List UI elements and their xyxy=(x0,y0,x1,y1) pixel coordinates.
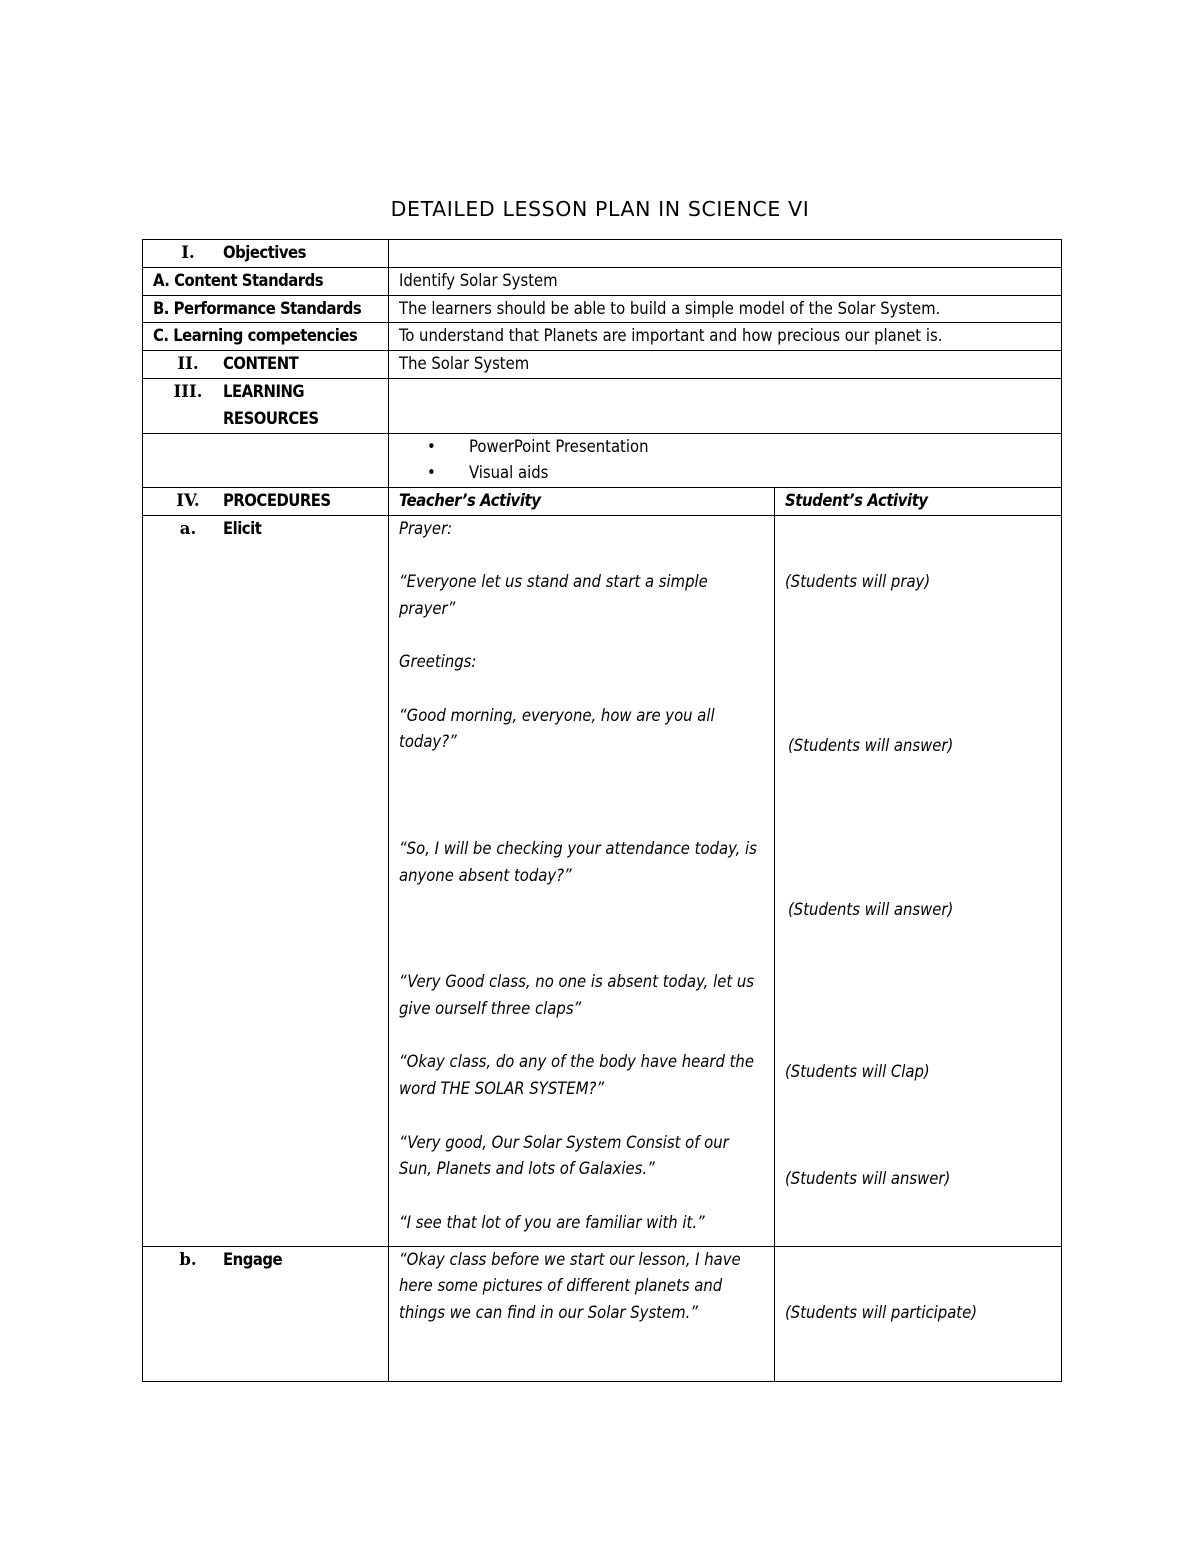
objectives-value-cell xyxy=(389,240,1062,268)
student-line: (Students will pray) xyxy=(785,571,931,591)
resource-item: Visual aids xyxy=(469,463,549,483)
learning-competencies-label: C. Learning competencies xyxy=(143,323,389,351)
row-resources-list xyxy=(143,433,1062,487)
row-engage xyxy=(143,1246,1062,1381)
learning-resources-label-cell xyxy=(143,379,389,433)
page-title: DETAILED LESSON PLAN IN SCIENCE VI xyxy=(390,197,810,221)
teacher-line: “Good morning, everyone, how are you all today?” xyxy=(399,705,715,752)
resources-list xyxy=(399,434,1051,487)
list-item xyxy=(427,434,1051,461)
objectives-label: Objectives xyxy=(223,243,306,262)
learning-resources-label-line2: RESOURCES xyxy=(223,408,319,428)
learning-resources-label xyxy=(223,379,319,432)
engage-letter: b. xyxy=(179,1249,197,1269)
procedures-label: PROCEDURES xyxy=(223,490,331,510)
row-elicit xyxy=(143,515,1062,1246)
learning-competencies-value: To understand that Planets are important and how precious our planet is. xyxy=(389,323,1062,351)
engage-label: Engage xyxy=(223,1249,283,1269)
student-line: (Students will answer) xyxy=(788,735,954,755)
performance-standards-label: B. Performance Standards xyxy=(143,295,389,323)
row-content-standards xyxy=(143,268,1062,296)
student-activity-header: Student’s Activity xyxy=(775,487,1062,515)
teacher-activity-header: Teacher’s Activity xyxy=(389,487,775,515)
row-learning-resources xyxy=(143,379,1062,433)
teacher-line: “Everyone let us stand and start a simple prayer” xyxy=(399,572,708,618)
resource-item: PowerPoint Presentation xyxy=(469,436,649,456)
teacher-line: “So, I will be checking your attendance today, is anyone absent today?” xyxy=(399,838,757,885)
elicit-label: Elicit xyxy=(223,518,262,538)
elicit-label-cell xyxy=(143,515,389,1246)
lesson-plan-table xyxy=(142,239,1062,1382)
content-label-cell xyxy=(143,351,389,379)
resources-list-cell xyxy=(389,433,1062,487)
elicit-student-cell xyxy=(775,515,1062,1246)
resources-list-label-cell xyxy=(143,433,389,487)
teacher-line: Greetings: xyxy=(399,652,477,672)
row-content xyxy=(143,351,1062,379)
row-objectives xyxy=(143,240,1062,268)
performance-standards-value: The learners should be able to build a simple model of the Solar System. xyxy=(389,295,1062,323)
student-line: (Students will answer) xyxy=(788,899,954,919)
teacher-line: “Very Good class, no one is absent today, let us give ourself three claps” xyxy=(399,972,755,1019)
procedures-number: IV. xyxy=(176,490,200,510)
teacher-line: Prayer: xyxy=(399,518,453,538)
content-standards-value: Identify Solar System xyxy=(389,268,1062,296)
row-learning-competencies xyxy=(143,323,1062,351)
elicit-teacher-cell xyxy=(389,515,775,1246)
objectives-number: I. xyxy=(181,243,195,262)
teacher-line: “I see that lot of you are familiar with it.” xyxy=(399,1212,705,1232)
content-standards-label: A. Content Standards xyxy=(143,268,389,296)
content-value: The Solar System xyxy=(389,351,1062,379)
bullet-icon: • xyxy=(427,436,436,456)
teacher-line: “Okay class, do any of the body have heard the word THE SOLAR SYSTEM?” xyxy=(399,1052,754,1099)
row-performance-standards xyxy=(143,295,1062,323)
student-line: (Students will answer) xyxy=(785,1168,951,1188)
engage-teacher-cell: “Okay class before we start our lesson, I have here some pictures of different planets and things we can find in our Solar System.” xyxy=(389,1246,775,1381)
learning-resources-label-line1: LEARNING xyxy=(223,382,305,402)
elicit-letter: a. xyxy=(179,518,197,538)
student-line: (Students will Clap) xyxy=(785,1061,930,1081)
learning-resources-number: III. xyxy=(173,382,203,402)
engage-label-cell xyxy=(143,1246,389,1381)
engage-student-cell xyxy=(775,1246,1062,1381)
bullet-icon: • xyxy=(427,463,436,483)
list-item xyxy=(427,460,1051,487)
teacher-line: “Very good, Our Solar System Consist of our Sun, Planets and lots of Galaxies.” xyxy=(399,1132,729,1179)
content-number: II. xyxy=(177,354,199,374)
objectives-label-cell xyxy=(143,240,389,268)
learning-resources-value-cell xyxy=(389,379,1062,433)
row-procedures xyxy=(143,487,1062,515)
content-label: CONTENT xyxy=(223,354,299,374)
student-line: (Students will participate) xyxy=(785,1302,978,1322)
procedures-label-cell xyxy=(143,487,389,515)
